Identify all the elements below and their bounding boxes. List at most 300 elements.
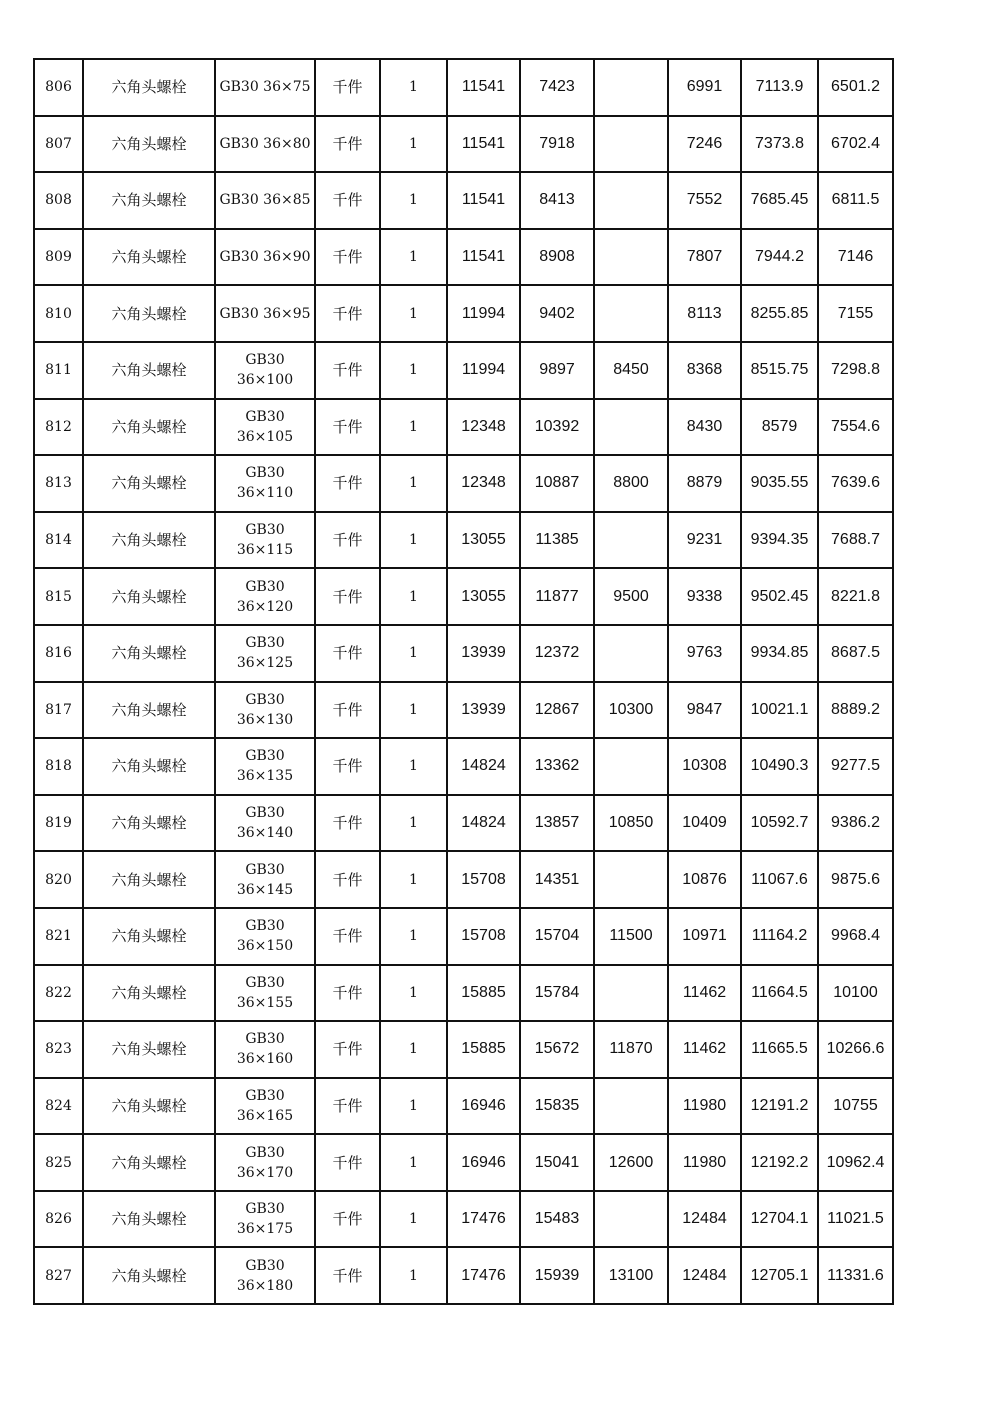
price-cell-p4: 7807 — [668, 229, 741, 286]
price-cell-p2: 15939 — [520, 1247, 594, 1304]
price-cell-p3 — [594, 1191, 668, 1248]
price-cell-p1: 15708 — [447, 851, 520, 908]
spec-cell — [215, 568, 315, 625]
item-number-cell: 816 — [34, 625, 83, 682]
item-number-cell: 819 — [34, 795, 83, 852]
price-cell-p3: 8800 — [594, 455, 668, 512]
unit-cell: 千件 — [315, 568, 380, 625]
price-cell-p6: 6811.5 — [818, 172, 893, 229]
table-row — [34, 1134, 893, 1191]
table-body — [34, 59, 893, 1304]
price-cell-p5: 7685.45 — [741, 172, 818, 229]
price-cell-p4: 8879 — [668, 455, 741, 512]
spec-size: 36×140 — [236, 825, 294, 842]
table-row — [34, 399, 893, 456]
item-name-cell: 六角头螺栓 — [83, 455, 215, 512]
spec-size: 36×135 — [236, 768, 294, 785]
spec-standard: GB30 — [245, 352, 285, 369]
price-cell-p3: 10300 — [594, 682, 668, 739]
price-cell-p6: 6501.2 — [818, 59, 893, 116]
price-cell-p3 — [594, 738, 668, 795]
quantity-cell: 1 — [380, 512, 447, 569]
item-number-cell: 807 — [34, 116, 83, 173]
quantity-cell: 1 — [380, 116, 447, 173]
price-cell-p3 — [594, 59, 668, 116]
spec-size: 36×175 — [236, 1221, 294, 1238]
price-cell-p2: 12867 — [520, 682, 594, 739]
table-row — [34, 342, 893, 399]
price-cell-p5: 11164.2 — [741, 908, 818, 965]
price-cell-p2: 11385 — [520, 512, 594, 569]
price-cell-p1: 16946 — [447, 1134, 520, 1191]
spec-cell — [215, 1247, 315, 1304]
item-name-cell: 六角头螺栓 — [83, 738, 215, 795]
table-row — [34, 455, 893, 512]
item-number-cell: 823 — [34, 1021, 83, 1078]
quantity-cell: 1 — [380, 1021, 447, 1078]
spec-size: 36×155 — [236, 994, 294, 1011]
quantity-cell: 1 — [380, 568, 447, 625]
quantity-cell: 1 — [380, 682, 447, 739]
quantity-cell: 1 — [380, 738, 447, 795]
price-cell-p3: 11870 — [594, 1021, 668, 1078]
price-cell-p1: 11541 — [447, 59, 520, 116]
price-cell-p4: 11462 — [668, 965, 741, 1022]
unit-cell: 千件 — [315, 1021, 380, 1078]
unit-cell: 千件 — [315, 512, 380, 569]
price-cell-p3: 12600 — [594, 1134, 668, 1191]
price-cell-p5: 8515.75 — [741, 342, 818, 399]
table-row — [34, 512, 893, 569]
price-cell-p1: 11541 — [447, 116, 520, 173]
spec-cell: GB30 36×90 — [215, 229, 315, 286]
price-cell-p6: 7688.7 — [818, 512, 893, 569]
item-name-cell: 六角头螺栓 — [83, 172, 215, 229]
price-cell-p4: 11980 — [668, 1078, 741, 1135]
item-name-cell: 六角头螺栓 — [83, 229, 215, 286]
price-cell-p3 — [594, 399, 668, 456]
price-cell-p2: 12372 — [520, 625, 594, 682]
table-row — [34, 1021, 893, 1078]
price-cell-p5: 7373.8 — [741, 116, 818, 173]
spec-cell: GB30 36×75 — [215, 59, 315, 116]
quantity-cell: 1 — [380, 908, 447, 965]
price-cell-p2: 15483 — [520, 1191, 594, 1248]
price-cell-p2: 15704 — [520, 908, 594, 965]
item-number-cell: 806 — [34, 59, 83, 116]
spec-size: 36×105 — [236, 428, 294, 445]
item-number-cell: 809 — [34, 229, 83, 286]
price-cell-p5: 11664.5 — [741, 965, 818, 1022]
spec-size: 36×165 — [236, 1107, 294, 1124]
price-cell-p4: 8113 — [668, 285, 741, 342]
price-cell-p1: 13055 — [447, 568, 520, 625]
item-number-cell: 821 — [34, 908, 83, 965]
price-cell-p5: 8255.85 — [741, 285, 818, 342]
spec-cell — [215, 455, 315, 512]
item-name-cell: 六角头螺栓 — [83, 1191, 215, 1248]
spec-cell: GB30 36×85 — [215, 172, 315, 229]
spec-cell — [215, 512, 315, 569]
price-cell-p6: 10755 — [818, 1078, 893, 1135]
price-cell-p6: 7554.6 — [818, 399, 893, 456]
unit-cell: 千件 — [315, 172, 380, 229]
price-cell-p4: 7552 — [668, 172, 741, 229]
price-cell-p4: 11462 — [668, 1021, 741, 1078]
price-cell-p6: 8687.5 — [818, 625, 893, 682]
price-cell-p1: 12348 — [447, 455, 520, 512]
quantity-cell: 1 — [380, 399, 447, 456]
price-cell-p4: 9763 — [668, 625, 741, 682]
unit-cell: 千件 — [315, 625, 380, 682]
item-name-cell: 六角头螺栓 — [83, 1078, 215, 1135]
price-cell-p5: 7113.9 — [741, 59, 818, 116]
price-cell-p4: 8430 — [668, 399, 741, 456]
spec-cell — [215, 738, 315, 795]
price-cell-p4: 11980 — [668, 1134, 741, 1191]
spec-cell: GB30 36×80 — [215, 116, 315, 173]
price-cell-p3 — [594, 229, 668, 286]
quantity-cell: 1 — [380, 59, 447, 116]
quantity-cell: 1 — [380, 851, 447, 908]
item-name-cell: 六角头螺栓 — [83, 399, 215, 456]
spec-cell — [215, 1191, 315, 1248]
spec-standard: GB30 — [245, 578, 285, 595]
item-name-cell: 六角头螺栓 — [83, 908, 215, 965]
unit-cell: 千件 — [315, 795, 380, 852]
price-cell-p5: 7944.2 — [741, 229, 818, 286]
price-cell-p6: 9875.6 — [818, 851, 893, 908]
price-cell-p6: 8889.2 — [818, 682, 893, 739]
table-row — [34, 908, 893, 965]
item-name-cell: 六角头螺栓 — [83, 116, 215, 173]
spec-cell — [215, 625, 315, 682]
quantity-cell: 1 — [380, 229, 447, 286]
price-cell-p5: 12191.2 — [741, 1078, 818, 1135]
price-cell-p2: 10887 — [520, 455, 594, 512]
spec-size: 36×160 — [236, 1051, 294, 1068]
spec-size: 36×110 — [236, 485, 294, 502]
price-cell-p6: 10962.4 — [818, 1134, 893, 1191]
quantity-cell: 1 — [380, 1191, 447, 1248]
price-cell-p2: 9402 — [520, 285, 594, 342]
quantity-cell: 1 — [380, 342, 447, 399]
price-cell-p3: 13100 — [594, 1247, 668, 1304]
price-cell-p5: 9934.85 — [741, 625, 818, 682]
quantity-cell: 1 — [380, 795, 447, 852]
unit-cell: 千件 — [315, 1247, 380, 1304]
spec-cell — [215, 851, 315, 908]
price-cell-p3 — [594, 851, 668, 908]
item-name-cell: 六角头螺栓 — [83, 682, 215, 739]
table-row — [34, 59, 893, 116]
table-row — [34, 682, 893, 739]
item-number-cell: 808 — [34, 172, 83, 229]
price-cell-p5: 12192.2 — [741, 1134, 818, 1191]
unit-cell: 千件 — [315, 59, 380, 116]
price-cell-p3 — [594, 1078, 668, 1135]
spec-size: 36×150 — [236, 938, 294, 955]
item-name-cell: 六角头螺栓 — [83, 342, 215, 399]
spec-standard: GB30 — [245, 974, 285, 991]
spec-standard: GB30 — [245, 408, 285, 425]
spec-standard: GB30 — [245, 522, 285, 539]
item-name-cell: 六角头螺栓 — [83, 625, 215, 682]
item-number-cell: 822 — [34, 965, 83, 1022]
unit-cell: 千件 — [315, 229, 380, 286]
price-cell-p2: 15835 — [520, 1078, 594, 1135]
item-name-cell: 六角头螺栓 — [83, 1247, 215, 1304]
spec-cell — [215, 965, 315, 1022]
price-cell-p6: 6702.4 — [818, 116, 893, 173]
spec-standard: GB30 — [245, 805, 285, 822]
item-number-cell: 827 — [34, 1247, 83, 1304]
item-name-cell: 六角头螺栓 — [83, 285, 215, 342]
price-cell-p4: 9338 — [668, 568, 741, 625]
price-cell-p1: 12348 — [447, 399, 520, 456]
price-cell-p6: 9277.5 — [818, 738, 893, 795]
spec-cell — [215, 682, 315, 739]
quantity-cell: 1 — [380, 625, 447, 682]
price-cell-p6: 7639.6 — [818, 455, 893, 512]
item-name-cell: 六角头螺栓 — [83, 568, 215, 625]
price-cell-p6: 8221.8 — [818, 568, 893, 625]
spec-standard: GB30 — [245, 635, 285, 652]
spec-standard: GB30 — [245, 691, 285, 708]
price-cell-p2: 8908 — [520, 229, 594, 286]
price-cell-p5: 10490.3 — [741, 738, 818, 795]
item-number-cell: 825 — [34, 1134, 83, 1191]
table-row — [34, 795, 893, 852]
table-row — [34, 229, 893, 286]
price-table — [33, 58, 894, 1305]
spec-standard: GB30 — [245, 1144, 285, 1161]
spec-cell — [215, 1021, 315, 1078]
spec-size: 36×125 — [236, 655, 294, 672]
price-cell-p2: 7918 — [520, 116, 594, 173]
spec-standard: GB30 — [245, 861, 285, 878]
price-cell-p1: 13939 — [447, 625, 520, 682]
price-cell-p3: 8450 — [594, 342, 668, 399]
unit-cell: 千件 — [315, 1078, 380, 1135]
spec-cell — [215, 399, 315, 456]
price-cell-p3 — [594, 625, 668, 682]
price-cell-p6: 10100 — [818, 965, 893, 1022]
item-number-cell: 813 — [34, 455, 83, 512]
price-cell-p5: 10021.1 — [741, 682, 818, 739]
table-row — [34, 851, 893, 908]
price-cell-p1: 17476 — [447, 1191, 520, 1248]
price-cell-p1: 11541 — [447, 229, 520, 286]
item-number-cell: 817 — [34, 682, 83, 739]
spec-size: 36×145 — [236, 881, 294, 898]
price-cell-p5: 9394.35 — [741, 512, 818, 569]
quantity-cell: 1 — [380, 1134, 447, 1191]
quantity-cell: 1 — [380, 172, 447, 229]
price-cell-p6: 10266.6 — [818, 1021, 893, 1078]
price-cell-p1: 16946 — [447, 1078, 520, 1135]
price-cell-p2: 11877 — [520, 568, 594, 625]
item-number-cell: 814 — [34, 512, 83, 569]
price-cell-p5: 12704.1 — [741, 1191, 818, 1248]
spec-standard: GB30 — [245, 1201, 285, 1218]
price-cell-p6: 7155 — [818, 285, 893, 342]
price-cell-p5: 9502.45 — [741, 568, 818, 625]
price-cell-p4: 10876 — [668, 851, 741, 908]
spec-size: 36×170 — [236, 1164, 294, 1181]
item-name-cell: 六角头螺栓 — [83, 1134, 215, 1191]
spec-standard: GB30 — [245, 918, 285, 935]
spec-cell — [215, 342, 315, 399]
price-cell-p1: 14824 — [447, 738, 520, 795]
unit-cell: 千件 — [315, 285, 380, 342]
item-number-cell: 815 — [34, 568, 83, 625]
price-cell-p1: 13055 — [447, 512, 520, 569]
price-cell-p4: 10308 — [668, 738, 741, 795]
price-cell-p1: 13939 — [447, 682, 520, 739]
quantity-cell: 1 — [380, 1247, 447, 1304]
table-row — [34, 1078, 893, 1135]
spec-standard: GB30 — [245, 748, 285, 765]
price-cell-p5: 9035.55 — [741, 455, 818, 512]
item-number-cell: 826 — [34, 1191, 83, 1248]
spec-size: 36×115 — [236, 542, 294, 559]
item-name-cell: 六角头螺栓 — [83, 1021, 215, 1078]
unit-cell: 千件 — [315, 1191, 380, 1248]
quantity-cell: 1 — [380, 965, 447, 1022]
price-cell-p2: 13857 — [520, 795, 594, 852]
price-cell-p3: 9500 — [594, 568, 668, 625]
price-cell-p2: 7423 — [520, 59, 594, 116]
item-number-cell: 818 — [34, 738, 83, 795]
table-row — [34, 738, 893, 795]
price-cell-p4: 9231 — [668, 512, 741, 569]
price-cell-p3 — [594, 512, 668, 569]
price-cell-p2: 15784 — [520, 965, 594, 1022]
price-cell-p4: 10971 — [668, 908, 741, 965]
price-cell-p1: 11994 — [447, 285, 520, 342]
price-cell-p2: 13362 — [520, 738, 594, 795]
price-cell-p1: 14824 — [447, 795, 520, 852]
price-cell-p6: 11021.5 — [818, 1191, 893, 1248]
price-cell-p4: 10409 — [668, 795, 741, 852]
unit-cell: 千件 — [315, 1134, 380, 1191]
price-cell-p5: 10592.7 — [741, 795, 818, 852]
spec-cell — [215, 1078, 315, 1135]
item-name-cell: 六角头螺栓 — [83, 851, 215, 908]
table-row — [34, 116, 893, 173]
unit-cell: 千件 — [315, 682, 380, 739]
price-cell-p2: 9897 — [520, 342, 594, 399]
price-cell-p2: 15041 — [520, 1134, 594, 1191]
price-cell-p3 — [594, 965, 668, 1022]
quantity-cell: 1 — [380, 1078, 447, 1135]
item-name-cell: 六角头螺栓 — [83, 965, 215, 1022]
price-cell-p4: 7246 — [668, 116, 741, 173]
quantity-cell: 1 — [380, 285, 447, 342]
spec-cell — [215, 795, 315, 852]
price-cell-p6: 7298.8 — [818, 342, 893, 399]
spec-standard: GB30 — [245, 465, 285, 482]
quantity-cell: 1 — [380, 455, 447, 512]
spec-standard: GB30 — [245, 1087, 285, 1104]
spec-cell: GB30 36×95 — [215, 285, 315, 342]
price-cell-p6: 9386.2 — [818, 795, 893, 852]
table-row — [34, 1191, 893, 1248]
table-row — [34, 1247, 893, 1304]
unit-cell: 千件 — [315, 116, 380, 173]
price-cell-p4: 12484 — [668, 1191, 741, 1248]
unit-cell: 千件 — [315, 908, 380, 965]
unit-cell: 千件 — [315, 965, 380, 1022]
table-row — [34, 172, 893, 229]
price-cell-p5: 12705.1 — [741, 1247, 818, 1304]
price-cell-p1: 17476 — [447, 1247, 520, 1304]
item-number-cell: 810 — [34, 285, 83, 342]
price-cell-p3 — [594, 116, 668, 173]
table-row — [34, 965, 893, 1022]
price-cell-p3 — [594, 285, 668, 342]
table-row — [34, 285, 893, 342]
price-cell-p1: 15885 — [447, 965, 520, 1022]
price-cell-p4: 12484 — [668, 1247, 741, 1304]
price-cell-p6: 9968.4 — [818, 908, 893, 965]
spec-cell — [215, 1134, 315, 1191]
price-cell-p2: 8413 — [520, 172, 594, 229]
price-cell-p1: 11994 — [447, 342, 520, 399]
price-cell-p3: 10850 — [594, 795, 668, 852]
item-number-cell: 812 — [34, 399, 83, 456]
spec-cell — [215, 908, 315, 965]
spec-standard: GB30 — [245, 1031, 285, 1048]
price-cell-p5: 11665.5 — [741, 1021, 818, 1078]
price-cell-p3 — [594, 172, 668, 229]
price-cell-p1: 15708 — [447, 908, 520, 965]
spec-size: 36×180 — [236, 1277, 294, 1294]
unit-cell: 千件 — [315, 455, 380, 512]
unit-cell: 千件 — [315, 342, 380, 399]
unit-cell: 千件 — [315, 851, 380, 908]
item-name-cell: 六角头螺栓 — [83, 59, 215, 116]
price-cell-p5: 11067.6 — [741, 851, 818, 908]
item-name-cell: 六角头螺栓 — [83, 512, 215, 569]
table-row — [34, 568, 893, 625]
price-cell-p6: 11331.6 — [818, 1247, 893, 1304]
price-cell-p6: 7146 — [818, 229, 893, 286]
price-cell-p1: 15885 — [447, 1021, 520, 1078]
spec-size: 36×130 — [236, 711, 294, 728]
spec-size: 36×100 — [236, 372, 294, 389]
unit-cell: 千件 — [315, 399, 380, 456]
price-cell-p2: 15672 — [520, 1021, 594, 1078]
spec-size: 36×120 — [236, 598, 294, 615]
item-number-cell: 811 — [34, 342, 83, 399]
price-cell-p2: 10392 — [520, 399, 594, 456]
item-number-cell: 824 — [34, 1078, 83, 1135]
price-cell-p4: 6991 — [668, 59, 741, 116]
price-cell-p5: 8579 — [741, 399, 818, 456]
price-cell-p3: 11500 — [594, 908, 668, 965]
price-cell-p4: 8368 — [668, 342, 741, 399]
item-name-cell: 六角头螺栓 — [83, 795, 215, 852]
price-cell-p2: 14351 — [520, 851, 594, 908]
spec-standard: GB30 — [245, 1257, 285, 1274]
price-cell-p4: 9847 — [668, 682, 741, 739]
unit-cell: 千件 — [315, 738, 380, 795]
table-row — [34, 625, 893, 682]
item-number-cell: 820 — [34, 851, 83, 908]
price-cell-p1: 11541 — [447, 172, 520, 229]
